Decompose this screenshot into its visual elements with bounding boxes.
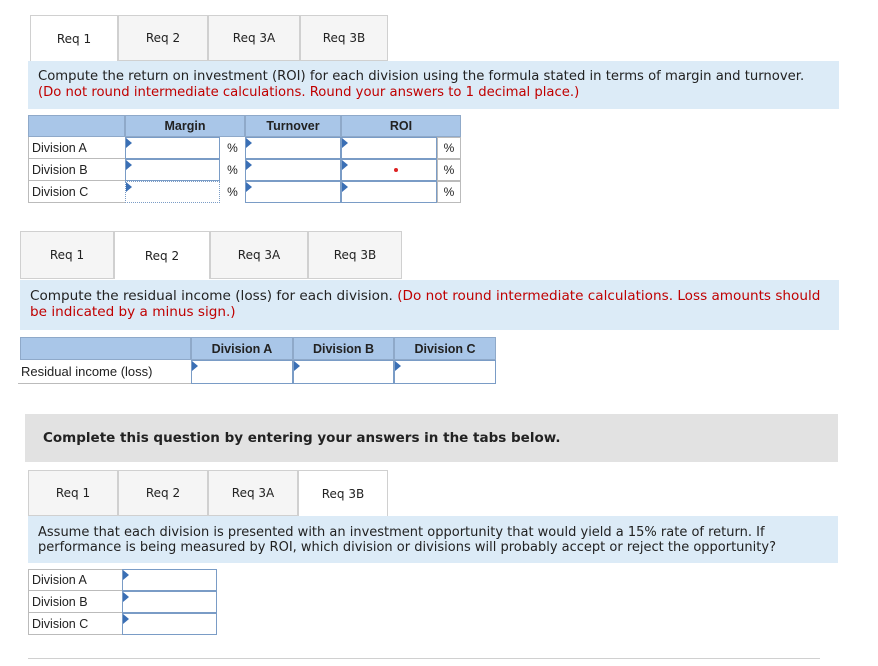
tab-req-3b[interactable]: Req 3B [298, 470, 388, 516]
row-label-division-c: Division C [28, 613, 122, 635]
division-c-header: Division C [394, 337, 496, 360]
division-a-header: Division A [191, 337, 293, 360]
tab-req-3a[interactable] [208, 15, 300, 61]
opportunity-instructions [28, 516, 838, 563]
input-marker-icon [192, 361, 198, 371]
tab-req-3b[interactable] [300, 15, 388, 61]
tab-req-3a[interactable]: Req 3A [210, 231, 308, 279]
tab-req-1[interactable] [30, 15, 118, 61]
roi-input-a[interactable] [341, 137, 437, 159]
bottom-divider [28, 658, 820, 659]
input-marker-icon [294, 361, 300, 371]
residual-income-instructions [20, 280, 839, 330]
tab-label: Req 3B [322, 31, 366, 45]
banner-text: Complete this question by entering your answers in the tabs below. [43, 430, 561, 446]
residual-input-a[interactable] [191, 360, 293, 384]
percent-sign: % [437, 159, 461, 181]
roi-table-header-blank [28, 115, 125, 137]
margin-input-b[interactable] [125, 159, 220, 181]
input-marker-icon [395, 361, 401, 371]
tabs-banner [25, 414, 838, 462]
decision-input-c[interactable] [122, 613, 217, 635]
error-dot-icon [394, 168, 398, 172]
turnover-header: Turnover [245, 115, 341, 137]
division-b-header: Division B [293, 337, 394, 360]
row-label-division-b: Division B [28, 159, 125, 181]
percent-sign: % [227, 185, 238, 199]
tab-label: Req 3A [232, 31, 276, 45]
turnover-input-a[interactable] [245, 137, 341, 159]
margin-input-a[interactable] [125, 137, 220, 159]
turnover-input-c[interactable] [245, 181, 341, 203]
tab-req-1[interactable]: Req 1 [28, 470, 118, 516]
decision-input-b[interactable] [122, 591, 217, 613]
row-label-division-a: Division A [28, 569, 122, 591]
roi-input-c[interactable] [341, 181, 437, 203]
input-marker-icon [246, 182, 252, 192]
input-marker-icon [246, 138, 252, 148]
tab-req-2[interactable]: Req 2 [118, 470, 208, 516]
roi-input-b[interactable] [341, 159, 437, 181]
tab-req-2[interactable]: Req 2 [114, 231, 210, 279]
instruction-text: Compute the return on investment (ROI) for each division using the formula stated in terms of margin and turnover. [38, 69, 805, 84]
roi-header: ROI [341, 115, 461, 137]
input-marker-icon [246, 160, 252, 170]
percent-sign: % [437, 181, 461, 203]
roi-instructions [28, 61, 839, 109]
tab-req-1[interactable]: Req 1 [20, 231, 114, 279]
input-marker-icon [123, 570, 129, 580]
percent-sign: % [227, 141, 238, 155]
residual-input-b[interactable] [293, 360, 394, 384]
turnover-input-b[interactable] [245, 159, 341, 181]
tab-req-3a[interactable]: Req 3A [208, 470, 298, 516]
input-marker-icon [342, 138, 348, 148]
instruction-text: Compute the residual income (loss) for each division. [30, 288, 393, 304]
row-label-division-b: Division B [28, 591, 122, 613]
percent-sign: % [227, 163, 238, 177]
residual-table-header-blank [20, 337, 191, 360]
residual-input-c[interactable] [394, 360, 496, 384]
percent-sign: % [437, 137, 461, 159]
margin-input-c[interactable] [125, 181, 220, 203]
input-marker-icon [123, 592, 129, 602]
input-marker-icon [123, 614, 129, 624]
tab-label: Req 1 [56, 31, 92, 46]
input-marker-icon [342, 182, 348, 192]
residual-income-label: Residual income (loss) [18, 360, 191, 384]
input-marker-icon [342, 160, 348, 170]
instruction-text: Assume that each division is presented with an investment opportunity that would yield a 15% rate of return. If performance is being measured by ROI, which division or divisions will probably accept or reject the opportunity? [38, 525, 776, 555]
decision-input-a[interactable] [122, 569, 217, 591]
tab-req-3b[interactable]: Req 3B [308, 231, 402, 279]
instruction-note: (Do not round intermediate calculations. Loss amounts should be indicated by a minus sign.) [30, 288, 821, 320]
tab-label: Req 2 [145, 31, 181, 45]
input-marker-icon [126, 182, 132, 192]
instruction-note: (Do not round intermediate calculations. Round your answers to 1 decimal place.) [38, 85, 580, 100]
input-marker-icon [126, 138, 132, 148]
margin-header: Margin [125, 115, 245, 137]
input-marker-icon [126, 160, 132, 170]
row-label-division-c: Division C [28, 181, 125, 203]
tab-req-2[interactable] [118, 15, 208, 61]
row-label-division-a: Division A [28, 137, 125, 159]
